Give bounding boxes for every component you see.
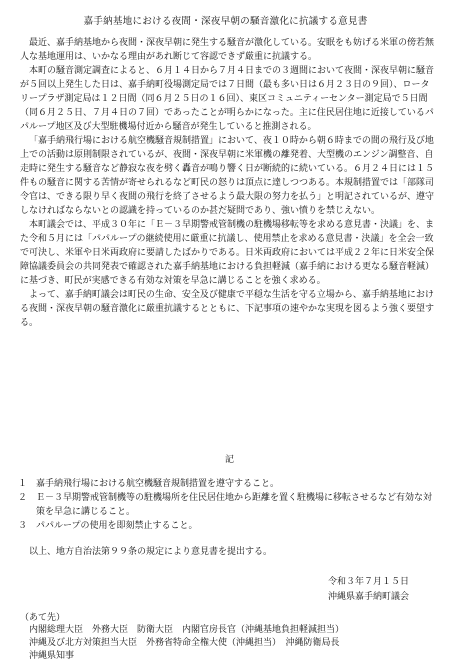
ki-heading: 記 [225, 455, 235, 465]
demand-number: ２ [18, 493, 28, 503]
document-title: 嘉手納基地における夜間・深夜早朝の騒音激化に抗議する意見書 [83, 16, 368, 27]
addressees-list [29, 624, 439, 663]
paragraph-2: 本町の騒音測定調査によると、６月１４日から７月４日までの３週間において夜間・深夜早朝に騒音が５回以上発生した日は、嘉手納町役場測定局では７日間（最も多い日は６月２３日の９回）、ロータリープラザ測定局は１２日間（同６月２５日の１６回）、東区コミュニティーセンター測定局で５日間（同６月２５日、７月４日の７回）であったことが明らかになった。主に住民居住地に近接しているパパループ地区及び大型駐機場付近から騒音が発生していると推測される。 [20, 66, 435, 132]
addressee-line: 沖縄県知事 [29, 651, 75, 661]
demand-number: ３ [18, 521, 28, 531]
demand-text: 嘉手納飛行場における航空機騒音規制措置を遵守すること。 [36, 479, 280, 489]
paragraph-5: よって、嘉手納町議会は町民の生命、安全及び健康で平穏な生活を守る立場から、嘉手納基地における夜間・深夜早朝の騒音激化に厳重抗議するとともに、下記事項の速やかな実現を図るよう強く要望する。 [20, 290, 435, 328]
demand-text: Ｅ－３早期警戒管制機等の駐機場所を住民居住地から距離を置く駐機場に移転させるなど有効な対策を早急に講じること。 [36, 493, 433, 517]
addressee-line: 内閣総理大臣 外務大臣 防衛大臣 内閣官房長官（沖縄基地負担軽減担当） [29, 625, 345, 635]
demand-number: １ [18, 479, 28, 489]
closing-statement: 以上、地方自治法第９９条の規定により意見書を提出する。 [29, 547, 273, 557]
paragraph-3: 「嘉手納飛行場における航空機騒音規制措置」において、夜１０時から朝６時までの間の飛行及び地上での活動は原則制限されているが、夜間・深夜早朝に米軍機の離発着、大型機のエンジン調整音、自走時に発生する騒音など静寂な夜を劈く轟音が鳴り響く日が断続的に続いている。６月２４日には１５件もの騒音に関する苦情が寄せられるなど町民の怒りは頂点に達しつつある。本規制措置では「部隊司令官は、できる限り早く夜間の飛行を終了させるよう最大限の努力を払う」と明記されているが、遵守しなければならないとの認識を持っているのか甚だ疑問であり、強い憤りを禁じえない。 [20, 136, 435, 216]
document-date: 令和３年７月１５日 [327, 577, 409, 587]
addressees-label: （あて先） [20, 613, 66, 623]
demand-text: パパループの使用を即刻禁止すること。 [36, 521, 198, 531]
demand-item [18, 491, 432, 519]
demand-item [18, 519, 432, 533]
demand-list [18, 477, 432, 533]
paragraph-1: 最近、嘉手納基地から夜間・深夜早朝に発生する騒音が激化している。安眠をも妨げる米軍の傍若無人な基地運用は、いかなる理由があれ断じて容認できず厳重に抗議する。 [20, 38, 435, 62]
document-body [20, 36, 434, 330]
document-issuer: 沖縄県嘉手納町議会 [327, 592, 409, 602]
paragraph-4: 本町議会では、平成３０年に「Ｅ－３早期警戒管制機の駐機場移転等を求める意見書・決議」を、また令和５月には「パパループの継続使用に厳重に抗議し、使用禁止を求める意見書・決議」を全会一致で可決し、米軍や日米両政府に要請したばかりである。日米両政府においては平成２２年に日米安全保障協議委員会の共同発表で確認された嘉手納基地における負担軽減（嘉手納における更なる騒音軽減）に基づき、町民が実感できる有効な対策を早急に講じることを強く求める。 [20, 220, 435, 286]
addressee-line: 沖縄及び北方対策担当大臣 外務省特命全権大使（沖縄担当） 沖縄防衛局長 [29, 638, 340, 648]
demand-item [18, 477, 432, 491]
